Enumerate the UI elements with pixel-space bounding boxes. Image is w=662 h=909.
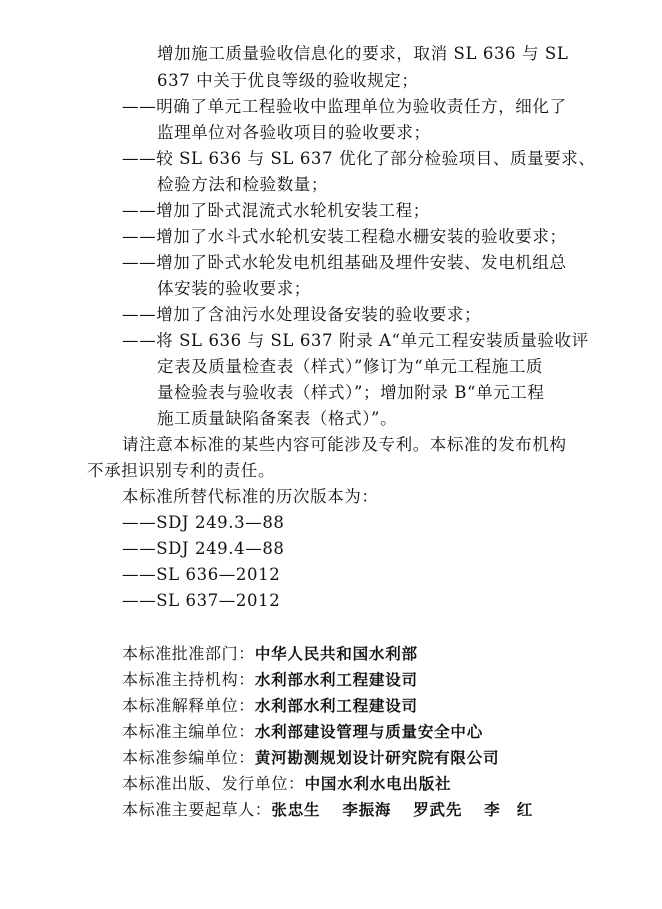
change-8-line-3: 量检验表与验收表（样式）”；增加附录 B“单元工程 [157, 383, 545, 402]
info-chief-editor-row [122, 722, 483, 742]
change-1-line-1: 增加施工质量验收信息化的要求，取消 SL 636 与 SL [157, 44, 569, 63]
drafter-name: 李振海 [342, 801, 392, 819]
history-version-2: ——SDJ 249.4—88 [122, 539, 285, 558]
history-intro: 本标准所替代标准的历次版本为： [122, 487, 379, 506]
change-8-line-2: 定表及质量检查表（样式）”修订为“单元工程施工质 [157, 357, 544, 376]
info-host-row [122, 670, 418, 690]
co-editor-label: 本标准参编单位： [122, 748, 255, 767]
change-3-line-1: ——较 SL 636 与 SL 637 优化了部分检验项目、质量要求、 [122, 149, 596, 168]
drafter-name: 李 红 [484, 801, 534, 819]
drafter-name: 罗武先 [413, 801, 463, 819]
patent-notice-line-2: 不承担识别专利的责任。 [87, 461, 276, 480]
chief-editor-label: 本标准主编单位： [122, 722, 255, 741]
drafters-label: 本标准主要起草人： [122, 800, 272, 819]
change-8-line-4: 施工质量缺陷备案表（格式）”。 [157, 409, 398, 428]
patent-notice-line-1: 请注意本标准的某些内容可能涉及专利。本标准的发布机构 [122, 435, 567, 454]
history-version-1: ——SDJ 249.3—88 [122, 513, 285, 532]
info-approval-row [122, 644, 418, 664]
history-version-3: ——SL 636—2012 [122, 565, 281, 584]
change-4-line-1: ——增加了卧式混流式水轮机安装工程； [122, 201, 430, 220]
info-publisher-row [122, 774, 451, 794]
info-drafters-row [122, 800, 533, 820]
drafter-name: 张忠生 [271, 801, 321, 819]
approval-label: 本标准批准部门： [122, 644, 255, 663]
change-6-line-2: 体安装的验收要求； [157, 279, 311, 298]
publisher-value: 中国水利水电出版社 [304, 775, 452, 793]
interpret-label: 本标准解释单位： [122, 696, 255, 715]
change-8-line-1: ——将 SL 636 与 SL 637 附录 A“单元工程安装质量验收评 [122, 331, 589, 350]
change-2-line-2: 监理单位对各验收项目的验收要求； [157, 123, 431, 142]
approval-value: 中华人民共和国水利部 [254, 645, 418, 663]
publisher-label: 本标准出版、发行单位： [122, 774, 305, 793]
interpret-value: 水利部水利工程建设司 [254, 697, 418, 715]
co-editor-value: 黄河勘测规划设计研究院有限公司 [254, 749, 500, 767]
info-co-editor-row [122, 748, 499, 768]
change-2-line-1: ——明确了单元工程验收中监理单位为验收责任方，细化了 [122, 97, 567, 116]
change-3-line-2: 检验方法和检验数量； [157, 175, 328, 194]
change-5-line-1: ——增加了水斗式水轮机安装工程稳水栅安装的验收要求； [122, 227, 567, 246]
change-6-line-1: ——增加了卧式水轮发电机组基础及埋件安装、发电机组总 [122, 253, 567, 272]
info-interpret-row [122, 696, 418, 716]
host-value: 水利部水利工程建设司 [254, 671, 418, 689]
history-version-4: ——SL 637—2012 [122, 591, 281, 610]
chief-editor-value: 水利部建设管理与质量安全中心 [254, 723, 484, 741]
change-1-line-2: 637 中关于优良等级的验收规定； [157, 71, 419, 90]
host-label: 本标准主持机构： [122, 670, 255, 689]
change-7-line-1: ——增加了含油污水处理设备安装的验收要求； [122, 305, 482, 324]
